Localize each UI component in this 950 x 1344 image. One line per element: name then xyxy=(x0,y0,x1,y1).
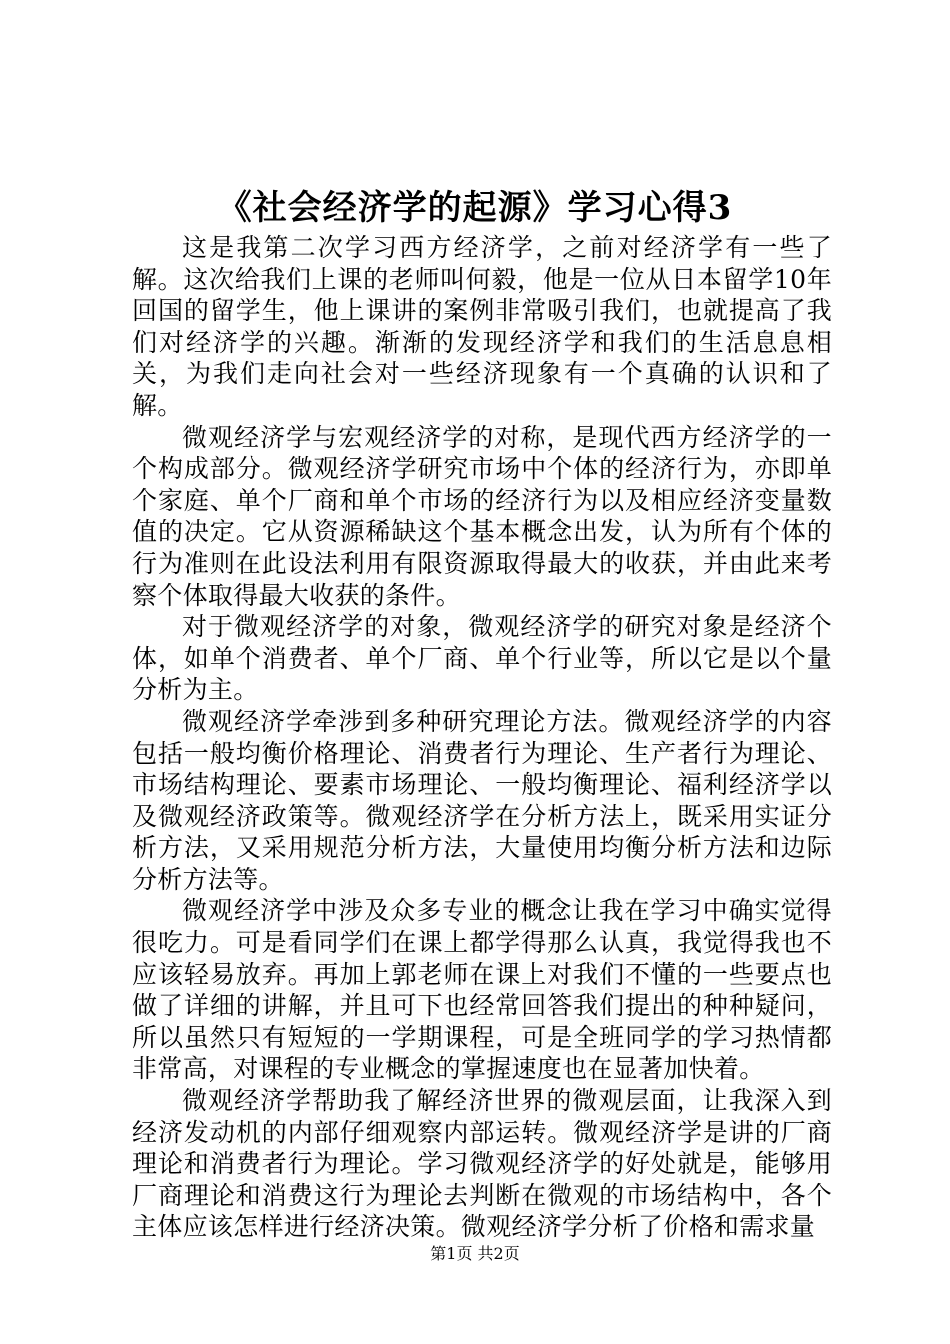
paragraph: 微观经济学帮助我了解经济世界的微观层面，让我深入到经济发动机的内部仔细观察内部运转。微观经济学是讲的厂商理论和消费者行为理论。学习微观经济学的好处就是，能够用厂商理论和消费这行为理论去判断在微观的市场结构中，各个主体应该怎样进行经济决策。微观经济学分析了价格和需求量 xyxy=(132,1086,832,1242)
paragraph: 微观经济学中涉及众多专业的概念让我在学习中确实觉得很吃力。可是看同学们在课上都学得那么认真，我觉得我也不应该轻易放弃。再加上郭老师在课上对我们不懂的一些要点也做了详细的讲解，并且可下也经常回答我们提出的种种疑问，所以虽然只有短短的一学期课程，可是全班同学的学习热情都非常高，对课程的专业概念的掌握速度也在显著加快着。 xyxy=(132,896,832,1084)
paragraph: 微观经济学与宏观经济学的对称，是现代西方经济学的一个构成部分。微观经济学研究市场中个体的经济行为，亦即单个家庭、单个厂商和单个市场的经济行为以及相应经济变量数值的决定。它从资源稀缺这个基本概念出发，认为所有个体的行为准则在此设法利用有限资源取得最大的收获，并由此来考察个体取得最大收获的条件。 xyxy=(132,422,832,610)
paragraph: 这是我第二次学习西方经济学，之前对经济学有一些了解。这次给我们上课的老师叫何毅，他是一位从日本留学10年回国的留学生，他上课讲的案例非常吸引我们，也就提高了我们对经济学的兴趣。渐渐的发现经济学和我们的生活息息相关，为我们走向社会对一些经济现象有一个真确的认识和了解。 xyxy=(132,233,832,420)
document-title: 《社会经济学的起源》学习心得3 xyxy=(217,188,733,228)
document-body xyxy=(132,232,832,1243)
page-number-footer: 第1页 共2页 xyxy=(430,1244,520,1263)
paragraph: 对于微观经济学的对象，微观经济学的研究对象是经济个体，如单个消费者、单个厂商、单个行业等，所以它是以个量分析为主。 xyxy=(132,612,832,705)
paragraph: 微观经济学牵涉到多种研究理论方法。微观经济学的内容包括一般均衡价格理论、消费者行为理论、生产者行为理论、市场结构理论、要素市场理论、一般均衡理论、福利经济学以及微观经济政策等。微观经济学在分析方法上，既采用实证分析方法，又采用规范分析方法，大量使用均衡分析方法和边际分析方法等。 xyxy=(132,706,832,894)
